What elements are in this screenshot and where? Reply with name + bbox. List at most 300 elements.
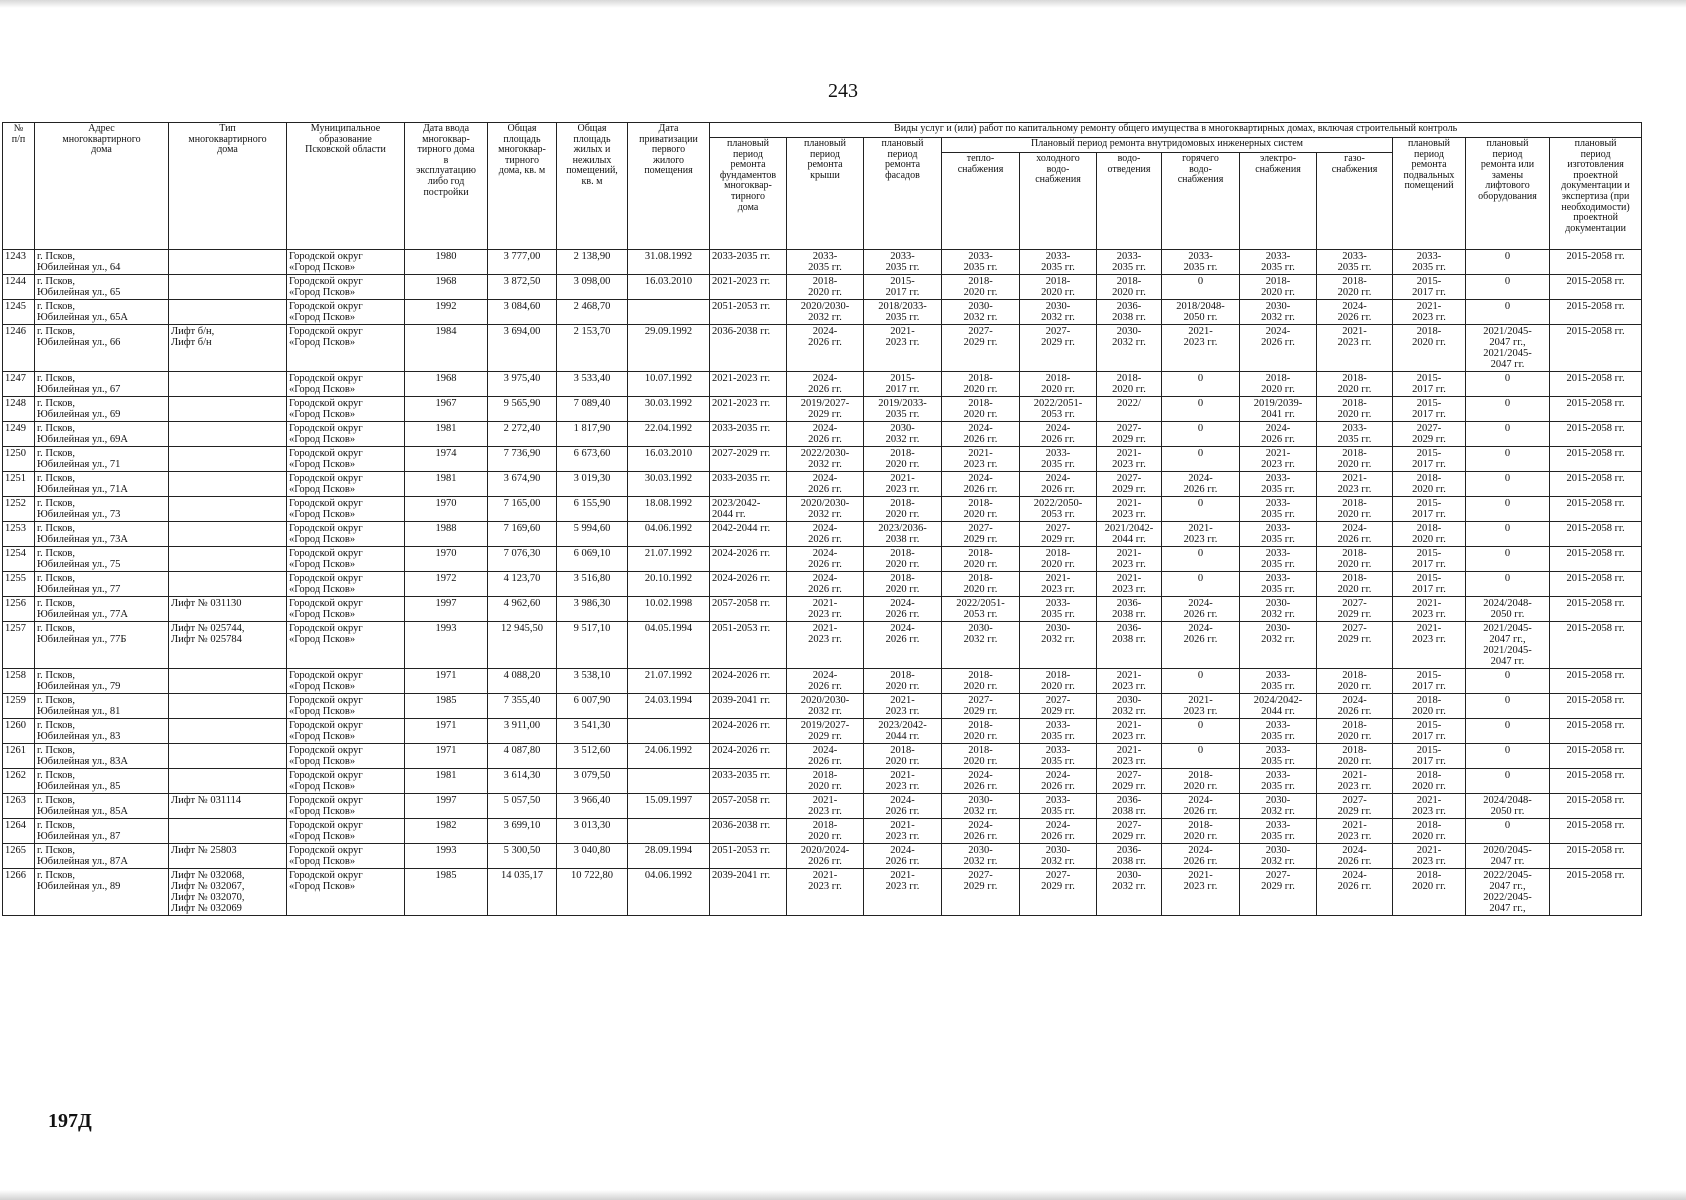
cell-privatization-date: 16.03.2010 xyxy=(628,275,710,300)
cell-roof-period: 2018- 2020 гг. xyxy=(787,275,864,300)
cell-design-docs-period: 2015-2058 гг. xyxy=(1550,572,1642,597)
cell-design-docs-period: 2015-2058 гг. xyxy=(1550,422,1642,447)
table-row xyxy=(3,819,1642,844)
cell-total-area: 4 088,20 xyxy=(488,669,557,694)
cell-gas-period: 2024- 2026 гг. xyxy=(1317,869,1393,916)
cell-gas-period: 2024- 2026 гг. xyxy=(1317,300,1393,325)
cell-gas-period: 2027- 2029 гг. xyxy=(1317,597,1393,622)
cell-cold-water-period: 2024- 2026 гг. xyxy=(1020,422,1097,447)
cell-design-docs-period: 2015-2058 гг. xyxy=(1550,300,1642,325)
cell-foundation-period: 2024-2026 гг. xyxy=(710,744,787,769)
cell-building-type xyxy=(169,372,287,397)
cell-electric-period: 2030- 2032 гг. xyxy=(1240,844,1317,869)
cell-privatization-date xyxy=(628,819,710,844)
cell-foundation-period: 2033-2035 гг. xyxy=(710,472,787,497)
cell-basement-period: 2015- 2017 гг. xyxy=(1393,547,1466,572)
cell-hot-water-period: 2024- 2026 гг. xyxy=(1162,622,1240,669)
cell-address: г. Псков, Юбилейная ул., 64 xyxy=(35,250,169,275)
cell-roof-period: 2020/2030- 2032 гг. xyxy=(787,497,864,522)
cell-drainage-period: 2021- 2023 гг. xyxy=(1097,719,1162,744)
header-municipality: Муниципальное образование Псковской области xyxy=(287,123,405,250)
cell-building-type xyxy=(169,300,287,325)
header-privatization-date: Дата приватизации первого жилого помещения xyxy=(628,123,710,250)
header-row-top xyxy=(3,123,1642,138)
table-row xyxy=(3,794,1642,819)
cell-foundation-period: 2042-2044 гг. xyxy=(710,522,787,547)
cell-address: г. Псков, Юбилейная ул., 73А xyxy=(35,522,169,547)
cell-commission-year: 1997 xyxy=(405,794,488,819)
cell-design-docs-period: 2015-2058 гг. xyxy=(1550,869,1642,916)
cell-municipality: Городской округ «Город Псков» xyxy=(287,447,405,472)
cell-row-number: 1260 xyxy=(3,719,35,744)
cell-heat-period: 2027- 2029 гг. xyxy=(942,325,1020,372)
table-row xyxy=(3,250,1642,275)
cell-building-type xyxy=(169,819,287,844)
cell-total-area: 3 084,60 xyxy=(488,300,557,325)
cell-commission-year: 1967 xyxy=(405,397,488,422)
cell-design-docs-period: 2015-2058 гг. xyxy=(1550,275,1642,300)
cell-design-docs-period: 2015-2058 гг. xyxy=(1550,719,1642,744)
table-row xyxy=(3,769,1642,794)
cell-row-number: 1251 xyxy=(3,472,35,497)
cell-privatization-date: 31.08.1992 xyxy=(628,250,710,275)
cell-hot-water-period: 2033- 2035 гг. xyxy=(1162,250,1240,275)
cell-building-type xyxy=(169,744,287,769)
cell-municipality: Городской округ «Город Псков» xyxy=(287,275,405,300)
cell-row-number: 1265 xyxy=(3,844,35,869)
cell-hot-water-period: 2018- 2020 гг. xyxy=(1162,769,1240,794)
cell-row-number: 1255 xyxy=(3,572,35,597)
cell-foundation-period: 2039-2041 гг. xyxy=(710,694,787,719)
cell-elevator-period: 0 xyxy=(1466,300,1550,325)
cell-municipality: Городской округ «Город Псков» xyxy=(287,869,405,916)
cell-heat-period: 2018- 2020 гг. xyxy=(942,275,1020,300)
cell-cold-water-period: 2030- 2032 гг. xyxy=(1020,622,1097,669)
cell-privatization-date: 24.03.1994 xyxy=(628,694,710,719)
cell-municipality: Городской округ «Город Псков» xyxy=(287,819,405,844)
cell-elevator-period: 2021/2045- 2047 гг., 2021/2045- 2047 гг. xyxy=(1466,325,1550,372)
cell-privatization-date: 30.03.1992 xyxy=(628,472,710,497)
cell-design-docs-period: 2015-2058 гг. xyxy=(1550,769,1642,794)
cell-municipality: Городской округ «Город Псков» xyxy=(287,547,405,572)
cell-commission-year: 1968 xyxy=(405,372,488,397)
header-gas: газо- снабжения xyxy=(1317,153,1393,250)
cell-facade-period: 2021- 2023 гг. xyxy=(864,472,942,497)
cell-gas-period: 2024- 2026 гг. xyxy=(1317,694,1393,719)
cell-electric-period: 2033- 2035 гг. xyxy=(1240,819,1317,844)
cell-total-area: 3 694,00 xyxy=(488,325,557,372)
cell-address: г. Псков, Юбилейная ул., 69 xyxy=(35,397,169,422)
cell-total-area: 3 872,50 xyxy=(488,275,557,300)
cell-heat-period: 2018- 2020 гг. xyxy=(942,547,1020,572)
cell-elevator-period: 0 xyxy=(1466,669,1550,694)
cell-roof-period: 2024- 2026 гг. xyxy=(787,744,864,769)
cell-building-type xyxy=(169,522,287,547)
cell-foundation-period: 2033-2035 гг. xyxy=(710,769,787,794)
header-type: Тип многоквартирного дома xyxy=(169,123,287,250)
cell-foundation-period: 2057-2058 гг. xyxy=(710,794,787,819)
cell-gas-period: 2018- 2020 гг. xyxy=(1317,744,1393,769)
cell-facade-period: 2024- 2026 гг. xyxy=(864,794,942,819)
cell-elevator-period: 0 xyxy=(1466,397,1550,422)
cell-cold-water-period: 2027- 2029 гг. xyxy=(1020,522,1097,547)
table-body xyxy=(3,250,1642,916)
cell-design-docs-period: 2015-2058 гг. xyxy=(1550,372,1642,397)
header-basement: плановый период ремонта подвальных помещений xyxy=(1393,138,1466,250)
cell-electric-period: 2021- 2023 гг. xyxy=(1240,447,1317,472)
cell-heat-period: 2021- 2023 гг. xyxy=(942,447,1020,472)
cell-elevator-period: 0 xyxy=(1466,694,1550,719)
table-row xyxy=(3,669,1642,694)
cell-municipality: Городской округ «Город Псков» xyxy=(287,744,405,769)
cell-living-area: 6 007,90 xyxy=(557,694,628,719)
cell-gas-period: 2027- 2029 гг. xyxy=(1317,794,1393,819)
cell-living-area: 3 079,50 xyxy=(557,769,628,794)
cell-commission-year: 1970 xyxy=(405,547,488,572)
cell-elevator-period: 0 xyxy=(1466,275,1550,300)
cell-heat-period: 2030- 2032 гг. xyxy=(942,844,1020,869)
cell-hot-water-period: 2024- 2026 гг. xyxy=(1162,472,1240,497)
cell-facade-period: 2021- 2023 гг. xyxy=(864,869,942,916)
cell-electric-period: 2018- 2020 гг. xyxy=(1240,372,1317,397)
cell-electric-period: 2033- 2035 гг. xyxy=(1240,497,1317,522)
cell-gas-period: 2021- 2023 гг. xyxy=(1317,472,1393,497)
cell-gas-period: 2018- 2020 гг. xyxy=(1317,547,1393,572)
cell-foundation-period: 2021-2023 гг. xyxy=(710,275,787,300)
cell-facade-period: 2018- 2020 гг. xyxy=(864,572,942,597)
cell-address: г. Псков, Юбилейная ул., 81 xyxy=(35,694,169,719)
cell-heat-period: 2030- 2032 гг. xyxy=(942,300,1020,325)
header-systems-group: Плановый период ремонта внутридомовых инженерных систем xyxy=(942,138,1393,153)
cell-design-docs-period: 2015-2058 гг. xyxy=(1550,744,1642,769)
cell-total-area: 7 736,90 xyxy=(488,447,557,472)
cell-municipality: Городской округ «Город Псков» xyxy=(287,694,405,719)
cell-foundation-period: 2023/2042- 2044 гг. xyxy=(710,497,787,522)
cell-electric-period: 2033- 2035 гг. xyxy=(1240,669,1317,694)
cell-cold-water-period: 2021- 2023 гг. xyxy=(1020,572,1097,597)
cell-municipality: Городской округ «Город Псков» xyxy=(287,325,405,372)
table-row xyxy=(3,372,1642,397)
cell-address: г. Псков, Юбилейная ул., 66 xyxy=(35,325,169,372)
cell-heat-period: 2024- 2026 гг. xyxy=(942,819,1020,844)
cell-basement-period: 2027- 2029 гг. xyxy=(1393,422,1466,447)
capital-repair-table xyxy=(2,122,1642,916)
cell-privatization-date: 15.09.1997 xyxy=(628,794,710,819)
cell-heat-period: 2024- 2026 гг. xyxy=(942,769,1020,794)
cell-municipality: Городской округ «Город Псков» xyxy=(287,794,405,819)
cell-privatization-date: 04.05.1994 xyxy=(628,622,710,669)
cell-total-area: 3 975,40 xyxy=(488,372,557,397)
cell-electric-period: 2030- 2032 гг. xyxy=(1240,300,1317,325)
cell-electric-period: 2033- 2035 гг. xyxy=(1240,744,1317,769)
cell-address: г. Псков, Юбилейная ул., 71А xyxy=(35,472,169,497)
cell-basement-period: 2021- 2023 гг. xyxy=(1393,300,1466,325)
cell-municipality: Городской округ «Город Псков» xyxy=(287,422,405,447)
cell-electric-period: 2024- 2026 гг. xyxy=(1240,422,1317,447)
cell-hot-water-period: 0 xyxy=(1162,372,1240,397)
cell-privatization-date: 30.03.1992 xyxy=(628,397,710,422)
cell-facade-period: 2024- 2026 гг. xyxy=(864,597,942,622)
cell-electric-period: 2033- 2035 гг. xyxy=(1240,769,1317,794)
table-row xyxy=(3,694,1642,719)
cell-building-type: Лифт № 025744, Лифт № 025784 xyxy=(169,622,287,669)
cell-foundation-period: 2033-2035 гг. xyxy=(710,250,787,275)
table-row xyxy=(3,275,1642,300)
cell-cold-water-period: 2033- 2035 гг. xyxy=(1020,447,1097,472)
cell-building-type xyxy=(169,769,287,794)
cell-address: г. Псков, Юбилейная ул., 89 xyxy=(35,869,169,916)
cell-cold-water-period: 2022/2050- 2053 гг. xyxy=(1020,497,1097,522)
cell-drainage-period: 2036- 2038 гг. xyxy=(1097,300,1162,325)
cell-address: г. Псков, Юбилейная ул., 65 xyxy=(35,275,169,300)
cell-basement-period: 2018- 2020 гг. xyxy=(1393,325,1466,372)
cell-basement-period: 2021- 2023 гг. xyxy=(1393,597,1466,622)
cell-drainage-period: 2022/ xyxy=(1097,397,1162,422)
page-number: 243 xyxy=(828,80,858,102)
cell-total-area: 4 087,80 xyxy=(488,744,557,769)
cell-foundation-period: 2021-2023 гг. xyxy=(710,372,787,397)
cell-address: г. Псков, Юбилейная ул., 75 xyxy=(35,547,169,572)
cell-drainage-period: 2021- 2023 гг. xyxy=(1097,547,1162,572)
cell-commission-year: 1981 xyxy=(405,472,488,497)
cell-elevator-period: 2024/2048- 2050 гг. xyxy=(1466,794,1550,819)
cell-building-type: Лифт № 032068, Лифт № 032067, Лифт № 032070, Лифт № 032069 xyxy=(169,869,287,916)
cell-row-number: 1247 xyxy=(3,372,35,397)
cell-facade-period: 2018- 2020 гг. xyxy=(864,547,942,572)
table-row xyxy=(3,522,1642,547)
cell-hot-water-period: 0 xyxy=(1162,719,1240,744)
cell-heat-period: 2027- 2029 гг. xyxy=(942,869,1020,916)
header-num: № п/п xyxy=(3,123,35,250)
cell-building-type: Лифт № 031114 xyxy=(169,794,287,819)
cell-hot-water-period: 0 xyxy=(1162,572,1240,597)
cell-living-area: 9 517,10 xyxy=(557,622,628,669)
cell-municipality: Городской округ «Город Псков» xyxy=(287,622,405,669)
cell-facade-period: 2018- 2020 гг. xyxy=(864,744,942,769)
cell-foundation-period: 2057-2058 гг. xyxy=(710,597,787,622)
header-cold-water: холодного водо- снабжения xyxy=(1020,153,1097,250)
cell-row-number: 1246 xyxy=(3,325,35,372)
cell-design-docs-period: 2015-2058 гг. xyxy=(1550,819,1642,844)
cell-gas-period: 2027- 2029 гг. xyxy=(1317,622,1393,669)
cell-total-area: 3 614,30 xyxy=(488,769,557,794)
cell-roof-period: 2024- 2026 гг. xyxy=(787,547,864,572)
cell-electric-period: 2033- 2035 гг. xyxy=(1240,572,1317,597)
cell-roof-period: 2021- 2023 гг. xyxy=(787,622,864,669)
cell-commission-year: 1993 xyxy=(405,844,488,869)
cell-drainage-period: 2036- 2038 гг. xyxy=(1097,844,1162,869)
cell-drainage-period: 2030- 2032 гг. xyxy=(1097,869,1162,916)
cell-commission-year: 1985 xyxy=(405,694,488,719)
cell-address: г. Псков, Юбилейная ул., 65А xyxy=(35,300,169,325)
cell-address: г. Псков, Юбилейная ул., 83 xyxy=(35,719,169,744)
cell-address: г. Псков, Юбилейная ул., 79 xyxy=(35,669,169,694)
cell-electric-period: 2030- 2032 гг. xyxy=(1240,622,1317,669)
cell-cold-water-period: 2033- 2035 гг. xyxy=(1020,744,1097,769)
cell-privatization-date: 24.06.1992 xyxy=(628,744,710,769)
cell-roof-period: 2022/2030- 2032 гг. xyxy=(787,447,864,472)
cell-drainage-period: 2033- 2035 гг. xyxy=(1097,250,1162,275)
cell-commission-year: 1988 xyxy=(405,522,488,547)
cell-privatization-date: 04.06.1992 xyxy=(628,522,710,547)
cell-heat-period: 2027- 2029 гг. xyxy=(942,694,1020,719)
cell-municipality: Городской округ «Город Псков» xyxy=(287,472,405,497)
cell-municipality: Городской округ «Город Псков» xyxy=(287,372,405,397)
cell-electric-period: 2033- 2035 гг. xyxy=(1240,250,1317,275)
cell-elevator-period: 0 xyxy=(1466,497,1550,522)
cell-gas-period: 2033- 2035 гг. xyxy=(1317,422,1393,447)
cell-living-area: 6 069,10 xyxy=(557,547,628,572)
table-row xyxy=(3,497,1642,522)
cell-roof-period: 2024- 2026 гг. xyxy=(787,372,864,397)
cell-roof-period: 2024- 2026 гг. xyxy=(787,522,864,547)
header-address: Адрес многоквартирного дома xyxy=(35,123,169,250)
table-row xyxy=(3,547,1642,572)
cell-building-type: Лифт № 031130 xyxy=(169,597,287,622)
header-drainage: водо- отведения xyxy=(1097,153,1162,250)
table-row xyxy=(3,422,1642,447)
header-total-area: Общая площадь многоквар- тирного дома, кв. м xyxy=(488,123,557,250)
header-living-area: Общая площадь жилых и нежилых помещений, кв. м xyxy=(557,123,628,250)
cell-heat-period: 2018- 2020 гг. xyxy=(942,719,1020,744)
cell-facade-period: 2018- 2020 гг. xyxy=(864,497,942,522)
cell-privatization-date: 22.04.1992 xyxy=(628,422,710,447)
cell-total-area: 2 272,40 xyxy=(488,422,557,447)
cell-foundation-period: 2051-2053 гг. xyxy=(710,300,787,325)
cell-total-area: 9 565,90 xyxy=(488,397,557,422)
table-row xyxy=(3,447,1642,472)
cell-privatization-date xyxy=(628,719,710,744)
cell-basement-period: 2018- 2020 гг. xyxy=(1393,819,1466,844)
cell-gas-period: 2033- 2035 гг. xyxy=(1317,250,1393,275)
cell-facade-period: 2030- 2032 гг. xyxy=(864,422,942,447)
header-electric: электро- снабжения xyxy=(1240,153,1317,250)
cell-row-number: 1258 xyxy=(3,669,35,694)
cell-municipality: Городской округ «Город Псков» xyxy=(287,250,405,275)
cell-facade-period: 2021- 2023 гг. xyxy=(864,769,942,794)
cell-row-number: 1264 xyxy=(3,819,35,844)
cell-facade-period: 2018- 2020 гг. xyxy=(864,669,942,694)
cell-roof-period: 2018- 2020 гг. xyxy=(787,769,864,794)
cell-total-area: 5 057,50 xyxy=(488,794,557,819)
cell-design-docs-period: 2015-2058 гг. xyxy=(1550,497,1642,522)
cell-basement-period: 2018- 2020 гг. xyxy=(1393,869,1466,916)
cell-total-area: 7 355,40 xyxy=(488,694,557,719)
cell-row-number: 1257 xyxy=(3,622,35,669)
cell-roof-period: 2018- 2020 гг. xyxy=(787,819,864,844)
cell-building-type xyxy=(169,447,287,472)
cell-design-docs-period: 2015-2058 гг. xyxy=(1550,547,1642,572)
cell-hot-water-period: 0 xyxy=(1162,744,1240,769)
cell-row-number: 1253 xyxy=(3,522,35,547)
cell-living-area: 3 538,10 xyxy=(557,669,628,694)
cell-hot-water-period: 0 xyxy=(1162,669,1240,694)
cell-municipality: Городской округ «Город Псков» xyxy=(287,300,405,325)
cell-electric-period: 2033- 2035 гг. xyxy=(1240,522,1317,547)
cell-total-area: 7 076,30 xyxy=(488,547,557,572)
cell-municipality: Городской округ «Город Псков» xyxy=(287,497,405,522)
cell-gas-period: 2018- 2020 гг. xyxy=(1317,275,1393,300)
cell-gas-period: 2018- 2020 гг. xyxy=(1317,719,1393,744)
cell-row-number: 1259 xyxy=(3,694,35,719)
cell-gas-period: 2018- 2020 гг. xyxy=(1317,372,1393,397)
cell-design-docs-period: 2015-2058 гг. xyxy=(1550,447,1642,472)
cell-facade-period: 2023/2036- 2038 гг. xyxy=(864,522,942,547)
cell-foundation-period: 2033-2035 гг. xyxy=(710,422,787,447)
cell-address: г. Псков, Юбилейная ул., 85 xyxy=(35,769,169,794)
cell-cold-water-period: 2018- 2020 гг. xyxy=(1020,547,1097,572)
cell-living-area: 2 468,70 xyxy=(557,300,628,325)
table-row xyxy=(3,869,1642,916)
cell-cold-water-period: 2018- 2020 гг. xyxy=(1020,275,1097,300)
cell-heat-period: 2022/2051- 2053 гг. xyxy=(942,597,1020,622)
cell-row-number: 1244 xyxy=(3,275,35,300)
cell-row-number: 1249 xyxy=(3,422,35,447)
cell-municipality: Городской округ «Город Псков» xyxy=(287,397,405,422)
cell-hot-water-period: 0 xyxy=(1162,422,1240,447)
cell-drainage-period: 2021- 2023 гг. xyxy=(1097,669,1162,694)
cell-facade-period: 2024- 2026 гг. xyxy=(864,622,942,669)
cell-cold-water-period: 2024- 2026 гг. xyxy=(1020,472,1097,497)
cell-gas-period: 2018- 2020 гг. xyxy=(1317,397,1393,422)
cell-basement-period: 2015- 2017 гг. xyxy=(1393,275,1466,300)
cell-roof-period: 2033- 2035 гг. xyxy=(787,250,864,275)
cell-living-area: 6 673,60 xyxy=(557,447,628,472)
cell-commission-year: 1984 xyxy=(405,325,488,372)
table-row xyxy=(3,397,1642,422)
cell-commission-year: 1985 xyxy=(405,869,488,916)
cell-roof-period: 2019/2027- 2029 гг. xyxy=(787,397,864,422)
cell-elevator-period: 0 xyxy=(1466,744,1550,769)
cell-elevator-period: 0 xyxy=(1466,250,1550,275)
cell-building-type xyxy=(169,547,287,572)
cell-address: г. Псков, Юбилейная ул., 77Б xyxy=(35,622,169,669)
cell-cold-water-period: 2027- 2029 гг. xyxy=(1020,869,1097,916)
cell-commission-year: 1981 xyxy=(405,769,488,794)
cell-building-type: Лифт № 25803 xyxy=(169,844,287,869)
cell-total-area: 12 945,50 xyxy=(488,622,557,669)
cell-privatization-date: 29.09.1992 xyxy=(628,325,710,372)
cell-elevator-period: 2022/2045- 2047 гг., 2022/2045- 2047 гг., xyxy=(1466,869,1550,916)
cell-roof-period: 2024- 2026 гг. xyxy=(787,669,864,694)
cell-building-type xyxy=(169,275,287,300)
cell-row-number: 1254 xyxy=(3,547,35,572)
cell-electric-period: 2030- 2032 гг. xyxy=(1240,794,1317,819)
cell-commission-year: 1997 xyxy=(405,597,488,622)
cell-heat-period: 2018- 2020 гг. xyxy=(942,372,1020,397)
cell-basement-period: 2021- 2023 гг. xyxy=(1393,622,1466,669)
cell-elevator-period: 0 xyxy=(1466,769,1550,794)
cell-building-type xyxy=(169,422,287,447)
cell-address: г. Псков, Юбилейная ул., 77 xyxy=(35,572,169,597)
cell-row-number: 1243 xyxy=(3,250,35,275)
cell-privatization-date: 28.09.1994 xyxy=(628,844,710,869)
cell-hot-water-period: 0 xyxy=(1162,547,1240,572)
cell-roof-period: 2021- 2023 гг. xyxy=(787,794,864,819)
cell-total-area: 7 169,60 xyxy=(488,522,557,547)
cell-elevator-period: 2024/2048- 2050 гг. xyxy=(1466,597,1550,622)
cell-design-docs-period: 2015-2058 гг. xyxy=(1550,472,1642,497)
cell-total-area: 3 699,10 xyxy=(488,819,557,844)
cell-design-docs-period: 2015-2058 гг. xyxy=(1550,397,1642,422)
cell-heat-period: 2018- 2020 гг. xyxy=(942,572,1020,597)
cell-gas-period: 2018- 2020 гг. xyxy=(1317,669,1393,694)
cell-basement-period: 2015- 2017 гг. xyxy=(1393,744,1466,769)
cell-electric-period: 2024/2042- 2044 гг. xyxy=(1240,694,1317,719)
cell-foundation-period: 2024-2026 гг. xyxy=(710,719,787,744)
cell-drainage-period: 2021/2042- 2044 гг. xyxy=(1097,522,1162,547)
cell-row-number: 1245 xyxy=(3,300,35,325)
